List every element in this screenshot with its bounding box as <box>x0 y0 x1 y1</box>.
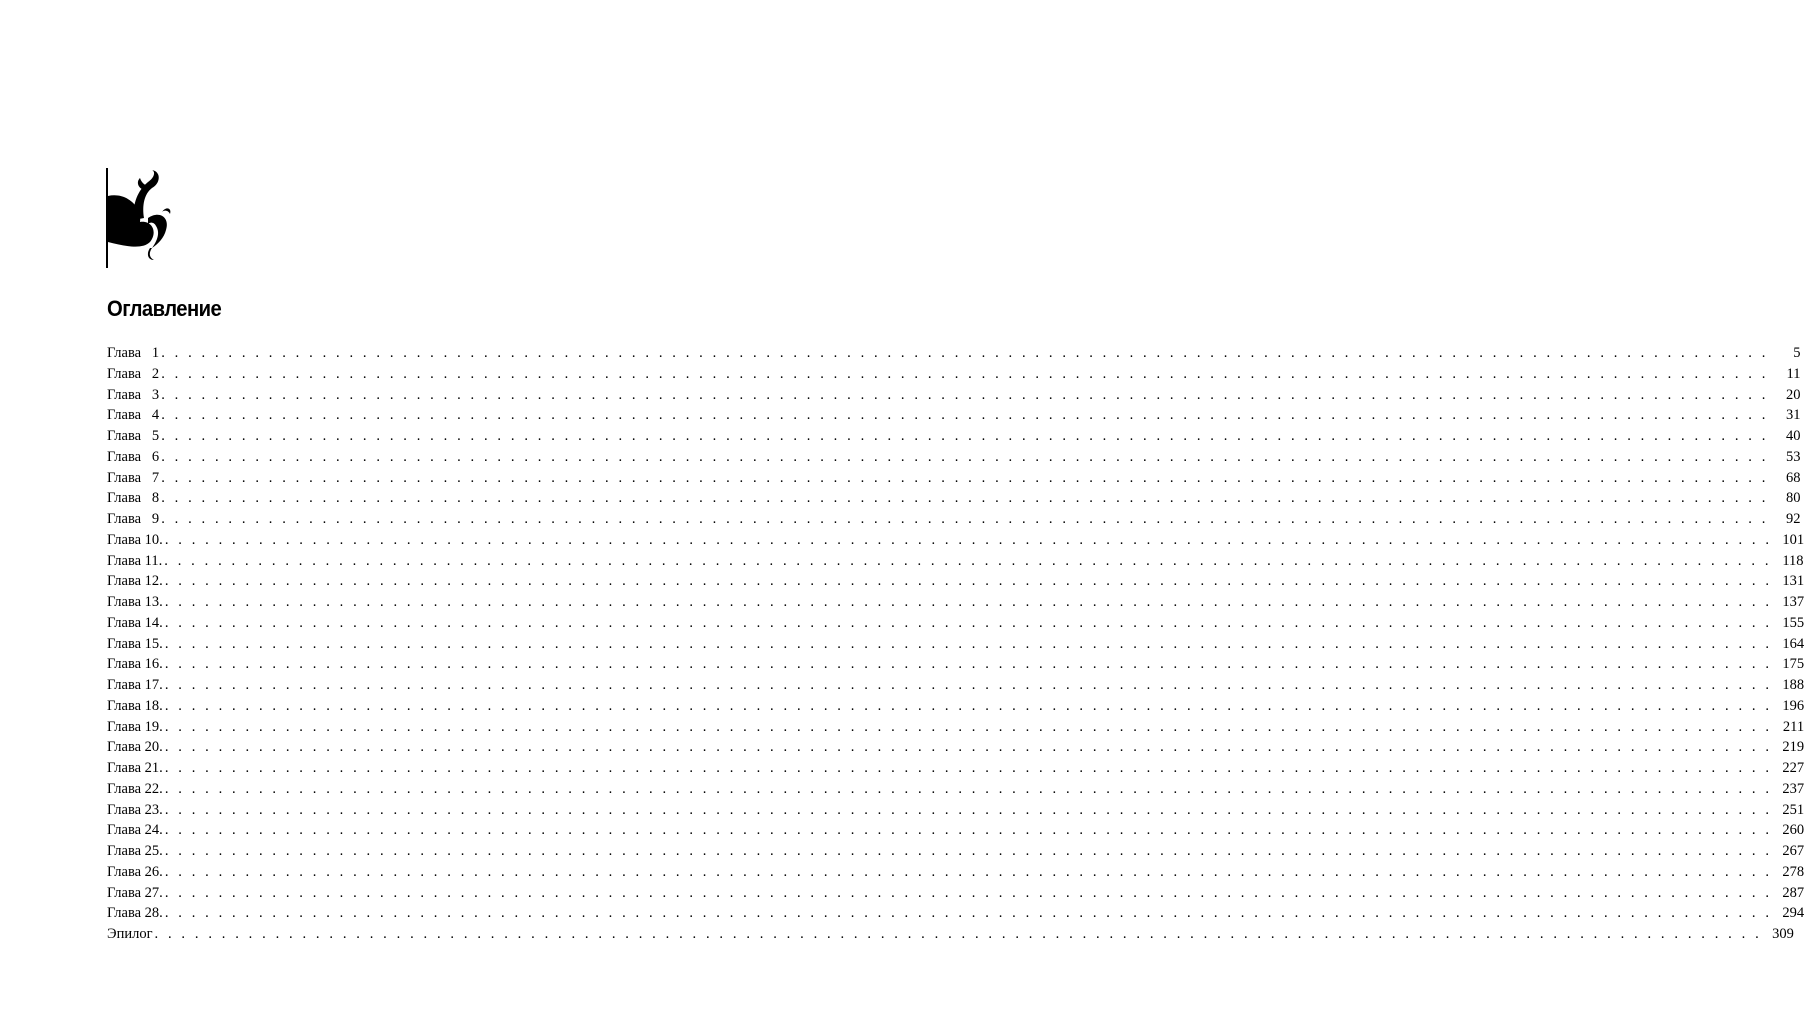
toc-entry <box>107 737 1804 758</box>
toc-entry-page-number: 260 <box>1772 820 1804 841</box>
toc-entry <box>107 696 1804 717</box>
initial-letter-ornament-icon <box>104 168 174 270</box>
toc-leader-dots: . . . . . . . . . . . . . . . . . . . . . . . . . . . . . . . . . . . . . . . . . . . . . . . . . . . . . . . . . . . . . . . . . . . . . . . . . . . . . . . . . . . . . . . . . . . . . . . . . . . . . . . . . . . . . . . . . . . . . . . . <box>164 656 1773 673</box>
toc-leader-dots: . . . . . . . . . . . . . . . . . . . . . . . . . . . . . . . . . . . . . . . . . . . . . . . . . . . . . . . . . . . . . . . . . . . . . . . . . . . . . . . . . . . . . . . . . . . . . . . . . . . . . . . . . . . . . . . . . . . . . . . . <box>164 780 1773 797</box>
toc-entry <box>107 509 1801 530</box>
toc-entry-page-number: 211 <box>1772 717 1804 738</box>
toc-entry <box>107 364 1801 385</box>
toc-leader-dots: . . . . . . . . . . . . . . . . . . . . . . . . . . . . . . . . . . . . . . . . . . . . . . . . . . . . . . . . . . . . . . . . . . . . . . . . . . . . . . . . . . . . . . . . . . . . . . . . . . . . . . . . . . . . . . . . . . . . . . . . <box>164 822 1773 839</box>
toc-entry-page-number: 5 <box>1768 343 1800 364</box>
toc-entry <box>107 530 1804 551</box>
toc-entry-page-number: 267 <box>1772 841 1804 862</box>
toc-entry-page-number: 251 <box>1772 800 1804 821</box>
toc-leader-dots: . . . . . . . . . . . . . . . . . . . . . . . . . . . . . . . . . . . . . . . . . . . . . . . . . . . . . . . . . . . . . . . . . . . . . . . . . . . . . . . . . . . . . . . . . . . . . . . . . . . . . . . . . . . . . . . . . . . . . . . . <box>161 448 1769 465</box>
toc-leader-dots: . . . . . . . . . . . . . . . . . . . . . . . . . . . . . . . . . . . . . . . . . . . . . . . . . . . . . . . . . . . . . . . . . . . . . . . . . . . . . . . . . . . . . . . . . . . . . . . . . . . . . . . . . . . . . . . . . . . . . . . . <box>161 386 1769 403</box>
toc-entry-page-number: 287 <box>1772 883 1804 904</box>
toc-entry <box>107 758 1804 779</box>
toc-entry-label: Глава 28. <box>107 905 163 922</box>
toc-entry <box>107 717 1804 738</box>
toc-leader-dots: . . . . . . . . . . . . . . . . . . . . . . . . . . . . . . . . . . . . . . . . . . . . . . . . . . . . . . . . . . . . . . . . . . . . . . . . . . . . . . . . . . . . . . . . . . . . . . . . . . . . . . . . . . . . . . . . . . . . . . . . <box>164 760 1773 776</box>
toc-entry-page-number: 219 <box>1772 737 1804 758</box>
toc-leader-dots: . . . . . . . . . . . . . . . . . . . . . . . . . . . . . . . . . . . . . . . . . . . . . . . . . . . . . . . . . . . . . . . . . . . . . . . . . . . . . . . . . . . . . . . . . . . . . . . . . . . . . . . . . . . . . . . . . . . . . . . . <box>161 490 1769 507</box>
toc-leader-dots: . . . . . . . . . . . . . . . . . . . . . . . . . . . . . . . . . . . . . . . . . . . . . . . . . . . . . . . . . . . . . . . . . . . . . . . . . . . . . . . . . . . . . . . . . . . . . . . . . . . . . . . . . . . . . . . . . . . . . . . . <box>164 905 1773 922</box>
toc-entry-page-number: 68 <box>1768 468 1800 489</box>
toc-entry-label: Глава 23. <box>107 801 163 818</box>
toc-entry <box>107 405 1801 426</box>
table-of-contents <box>107 343 1804 945</box>
toc-entry-page-number: 278 <box>1772 862 1804 883</box>
toc-leader-dots: . . . . . . . . . . . . . . . . . . . . . . . . . . . . . . . . . . . . . . . . . . . . . . . . . . . . . . . . . . . . . . . . . . . . . . . . . . . . . . . . . . . . . . . . . . . . . . . . . . . . . . . . . . . . . . . . . . . . . . . . <box>164 573 1773 590</box>
toc-entry-label: Глава 26. <box>107 863 163 880</box>
toc-entry-page-number: 131 <box>1772 571 1804 592</box>
toc-entry-page-number: 80 <box>1768 488 1800 509</box>
toc-entry-page-number: 101 <box>1772 530 1804 551</box>
toc-entry-label: Глава 17. <box>107 677 163 693</box>
toc-entry-label: Эпилог <box>107 926 153 942</box>
toc-entry-label: Глава 1 <box>107 345 160 361</box>
toc-leader-dots: . . . . . . . . . . . . . . . . . . . . . . . . . . . . . . . . . . . . . . . . . . . . . . . . . . . . . . . . . . . . . . . . . . . . . . . . . . . . . . . . . . . . . . . . . . . . . . . . . . . . . . . . . . . . . . . . . . . . . . . . <box>154 926 1762 942</box>
toc-entry-page-number: 164 <box>1772 634 1804 655</box>
toc-leader-dots: . . . . . . . . . . . . . . . . . . . . . . . . . . . . . . . . . . . . . . . . . . . . . . . . . . . . . . . . . . . . . . . . . . . . . . . . . . . . . . . . . . . . . . . . . . . . . . . . . . . . . . . . . . . . . . . . . . . . . . . . <box>164 739 1773 756</box>
toc-entry-page-number: 137 <box>1772 592 1804 613</box>
toc-entry-label: Глава 2 <box>107 365 160 382</box>
toc-entry <box>107 613 1804 634</box>
toc-entry-page-number: 196 <box>1772 696 1804 717</box>
toc-entry-label: Глава 18. <box>107 697 163 714</box>
toc-entry-label: Глава 11. <box>107 552 163 569</box>
toc-entry <box>107 924 1794 945</box>
toc-entry-label: Глава 8 <box>107 490 160 507</box>
toc-leader-dots: . . . . . . . . . . . . . . . . . . . . . . . . . . . . . . . . . . . . . . . . . . . . . . . . . . . . . . . . . . . . . . . . . . . . . . . . . . . . . . . . . . . . . . . . . . . . . . . . . . . . . . . . . . . . . . . . . . . . . . . . <box>161 407 1769 424</box>
toc-entry <box>107 571 1804 592</box>
toc-entry <box>107 385 1801 406</box>
toc-entry-page-number: 53 <box>1768 447 1800 468</box>
toc-entry-label: Глава 21. <box>107 760 163 776</box>
toc-entry-label: Глава 3 <box>107 386 160 403</box>
toc-entry-label: Глава 12. <box>107 573 163 590</box>
toc-entry-label: Глава 6 <box>107 448 160 465</box>
toc-leader-dots: . . . . . . . . . . . . . . . . . . . . . . . . . . . . . . . . . . . . . . . . . . . . . . . . . . . . . . . . . . . . . . . . . . . . . . . . . . . . . . . . . . . . . . . . . . . . . . . . . . . . . . . . . . . . . . . . . . . . . . . . <box>164 843 1773 859</box>
toc-entry-label: Глава 4 <box>107 407 160 424</box>
toc-entry-label: Глава 15. <box>107 635 163 652</box>
toc-entry-page-number: 309 <box>1762 924 1794 945</box>
toc-leader-dots: . . . . . . . . . . . . . . . . . . . . . . . . . . . . . . . . . . . . . . . . . . . . . . . . . . . . . . . . . . . . . . . . . . . . . . . . . . . . . . . . . . . . . . . . . . . . . . . . . . . . . . . . . . . . . . . . . . . . . . . . <box>161 511 1769 527</box>
toc-entry-page-number: 237 <box>1772 779 1804 800</box>
toc-entry <box>107 343 1801 364</box>
toc-entry <box>107 468 1801 489</box>
toc-entry <box>107 675 1804 696</box>
toc-leader-dots: . . . . . . . . . . . . . . . . . . . . . . . . . . . . . . . . . . . . . . . . . . . . . . . . . . . . . . . . . . . . . . . . . . . . . . . . . . . . . . . . . . . . . . . . . . . . . . . . . . . . . . . . . . . . . . . . . . . . . . . . <box>164 614 1773 631</box>
toc-entry-label: Глава 14. <box>107 614 163 631</box>
toc-leader-dots: . . . . . . . . . . . . . . . . . . . . . . . . . . . . . . . . . . . . . . . . . . . . . . . . . . . . . . . . . . . . . . . . . . . . . . . . . . . . . . . . . . . . . . . . . . . . . . . . . . . . . . . . . . . . . . . . . . . . . . . . <box>164 594 1773 610</box>
toc-entry-label: Глава 5 <box>107 428 160 444</box>
toc-entry <box>107 903 1804 924</box>
toc-leader-dots: . . . . . . . . . . . . . . . . . . . . . . . . . . . . . . . . . . . . . . . . . . . . . . . . . . . . . . . . . . . . . . . . . . . . . . . . . . . . . . . . . . . . . . . . . . . . . . . . . . . . . . . . . . . . . . . . . . . . . . . . <box>164 552 1772 569</box>
toc-entry-page-number: 31 <box>1768 405 1800 426</box>
toc-leader-dots: . . . . . . . . . . . . . . . . . . . . . . . . . . . . . . . . . . . . . . . . . . . . . . . . . . . . . . . . . . . . . . . . . . . . . . . . . . . . . . . . . . . . . . . . . . . . . . . . . . . . . . . . . . . . . . . . . . . . . . . . <box>164 531 1773 548</box>
toc-entry <box>107 779 1804 800</box>
toc-leader-dots: . . . . . . . . . . . . . . . . . . . . . . . . . . . . . . . . . . . . . . . . . . . . . . . . . . . . . . . . . . . . . . . . . . . . . . . . . . . . . . . . . . . . . . . . . . . . . . . . . . . . . . . . . . . . . . . . . . . . . . . . <box>164 801 1773 818</box>
toc-entry-page-number: 188 <box>1772 675 1804 696</box>
toc-entry-label: Глава 20. <box>107 739 163 756</box>
toc-entry <box>107 551 1804 572</box>
toc-entry-label: Глава 24. <box>107 822 163 839</box>
page-title: Оглавление <box>107 296 222 321</box>
toc-entry <box>107 426 1801 447</box>
toc-entry-page-number: 175 <box>1772 654 1804 675</box>
toc-entry <box>107 862 1804 883</box>
toc-leader-dots: . . . . . . . . . . . . . . . . . . . . . . . . . . . . . . . . . . . . . . . . . . . . . . . . . . . . . . . . . . . . . . . . . . . . . . . . . . . . . . . . . . . . . . . . . . . . . . . . . . . . . . . . . . . . . . . . . . . . . . . . <box>164 718 1773 735</box>
toc-leader-dots: . . . . . . . . . . . . . . . . . . . . . . . . . . . . . . . . . . . . . . . . . . . . . . . . . . . . . . . . . . . . . . . . . . . . . . . . . . . . . . . . . . . . . . . . . . . . . . . . . . . . . . . . . . . . . . . . . . . . . . . . <box>164 697 1773 714</box>
toc-entry <box>107 634 1804 655</box>
toc-entry <box>107 654 1804 675</box>
toc-entry-page-number: 155 <box>1772 613 1804 634</box>
toc-entry <box>107 447 1801 468</box>
toc-entry-label: Глава 22. <box>107 780 163 797</box>
toc-leader-dots: . . . . . . . . . . . . . . . . . . . . . . . . . . . . . . . . . . . . . . . . . . . . . . . . . . . . . . . . . . . . . . . . . . . . . . . . . . . . . . . . . . . . . . . . . . . . . . . . . . . . . . . . . . . . . . . . . . . . . . . . <box>164 635 1773 652</box>
toc-entry-page-number: 40 <box>1768 426 1800 447</box>
toc-entry <box>107 592 1804 613</box>
toc-leader-dots: . . . . . . . . . . . . . . . . . . . . . . . . . . . . . . . . . . . . . . . . . . . . . . . . . . . . . . . . . . . . . . . . . . . . . . . . . . . . . . . . . . . . . . . . . . . . . . . . . . . . . . . . . . . . . . . . . . . . . . . . <box>161 345 1769 361</box>
toc-leader-dots: . . . . . . . . . . . . . . . . . . . . . . . . . . . . . . . . . . . . . . . . . . . . . . . . . . . . . . . . . . . . . . . . . . . . . . . . . . . . . . . . . . . . . . . . . . . . . . . . . . . . . . . . . . . . . . . . . . . . . . . . <box>161 365 1769 382</box>
toc-entry-page-number: 227 <box>1772 758 1804 779</box>
toc-entry-page-number: 20 <box>1768 385 1800 406</box>
toc-entry-label: Глава 13. <box>107 594 163 610</box>
toc-entry-page-number: 92 <box>1768 509 1800 530</box>
toc-entry-label: Глава 19. <box>107 718 163 735</box>
toc-entry-label: Глава 25. <box>107 843 163 859</box>
toc-entry-label: Глава 16. <box>107 656 163 673</box>
toc-entry-label: Глава 10. <box>107 531 163 548</box>
toc-entry <box>107 800 1804 821</box>
toc-leader-dots: . . . . . . . . . . . . . . . . . . . . . . . . . . . . . . . . . . . . . . . . . . . . . . . . . . . . . . . . . . . . . . . . . . . . . . . . . . . . . . . . . . . . . . . . . . . . . . . . . . . . . . . . . . . . . . . . . . . . . . . . <box>161 428 1769 444</box>
toc-leader-dots: . . . . . . . . . . . . . . . . . . . . . . . . . . . . . . . . . . . . . . . . . . . . . . . . . . . . . . . . . . . . . . . . . . . . . . . . . . . . . . . . . . . . . . . . . . . . . . . . . . . . . . . . . . . . . . . . . . . . . . . . <box>161 469 1769 486</box>
toc-entry <box>107 841 1804 862</box>
toc-entry <box>107 883 1804 904</box>
toc-entry <box>107 820 1804 841</box>
toc-entry-label: Глава 7 <box>107 469 160 486</box>
toc-entry-label: Глава 9 <box>107 511 160 527</box>
toc-entry-label: Глава 27. <box>107 884 163 901</box>
toc-entry-page-number: 11 <box>1768 364 1800 385</box>
toc-leader-dots: . . . . . . . . . . . . . . . . . . . . . . . . . . . . . . . . . . . . . . . . . . . . . . . . . . . . . . . . . . . . . . . . . . . . . . . . . . . . . . . . . . . . . . . . . . . . . . . . . . . . . . . . . . . . . . . . . . . . . . . . <box>164 884 1773 901</box>
toc-entry-page-number: 294 <box>1772 903 1804 924</box>
toc-leader-dots: . . . . . . . . . . . . . . . . . . . . . . . . . . . . . . . . . . . . . . . . . . . . . . . . . . . . . . . . . . . . . . . . . . . . . . . . . . . . . . . . . . . . . . . . . . . . . . . . . . . . . . . . . . . . . . . . . . . . . . . . <box>164 863 1773 880</box>
toc-entry-page-number: 118 <box>1772 551 1804 572</box>
toc-leader-dots: . . . . . . . . . . . . . . . . . . . . . . . . . . . . . . . . . . . . . . . . . . . . . . . . . . . . . . . . . . . . . . . . . . . . . . . . . . . . . . . . . . . . . . . . . . . . . . . . . . . . . . . . . . . . . . . . . . . . . . . . <box>164 677 1773 693</box>
toc-entry <box>107 488 1801 509</box>
